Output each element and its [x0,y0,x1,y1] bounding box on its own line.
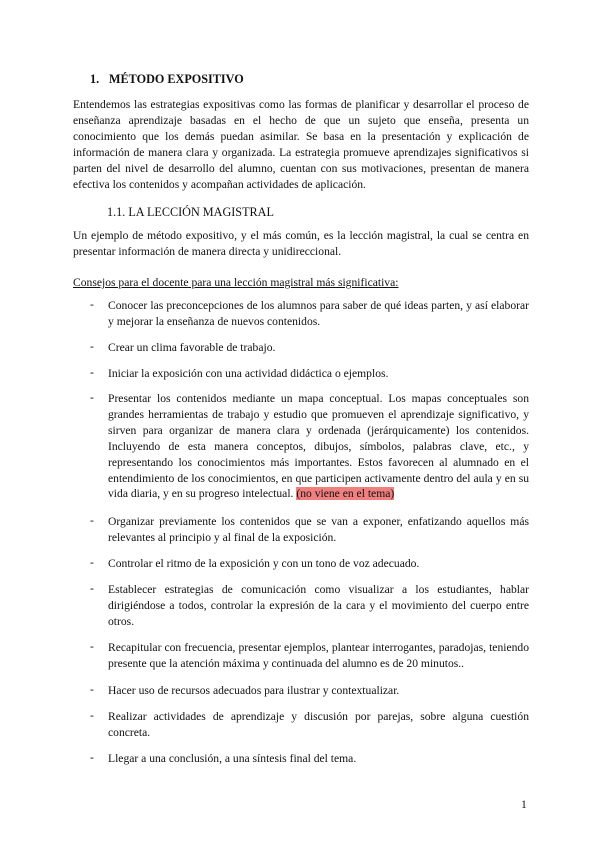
list-item-text: Realizar actividades de aprendizaje y discusión por parejas, sobre alguna cuestión concreta. [108,710,529,739]
bullet-dash: - [90,298,94,311]
list-item-text: Hacer uso de recursos adecuados para ilustrar y contextualizar. [108,684,400,697]
lesson-paragraph: Un ejemplo de método expositivo, y el más común, es la lección magistral, la cual se centra en presentar información de manera directa y unidireccional. [73,229,529,258]
bullet-dash: - [90,582,94,595]
bullet-dash: - [90,514,94,527]
bullet-dash: - [90,391,94,404]
bullet-dash: - [90,751,94,764]
list-item-text: Establecer estrategias de comunicación como visualizar a los estudiantes, hablar dirigiéndose a todos, controlar la expresión de la cara y el movimiento del cuerpo entre otros. [108,583,529,628]
list-item-text: Crear un clima favorable de trabajo. [108,341,276,354]
section-number: 1. [90,72,100,86]
list-item-text: Conocer las preconcepciones de los alumnos para saber de qué ideas parten, y así elaborar y mejorar la enseñanza de nuevos contenidos. [108,299,529,328]
list-item-text: Controlar el ritmo de la exposición y con un tono de voz adecuado. [108,557,420,570]
bullet-dash: - [90,340,94,353]
bullet-dash: - [90,683,94,696]
bullet-dash: - [90,709,94,722]
list-item-text: Iniciar la exposición con una actividad didáctica o ejemplos. [108,367,389,380]
list-item-text [108,391,529,502]
page-number: 1 [521,798,527,811]
consejos-title: Consejos para el docente para una lección magistral más significativa: [73,276,399,289]
bullet-dash: - [90,640,94,653]
subsection-heading: 1.1. LA LECCIÓN MAGISTRAL [107,205,274,219]
list-item-text: Llegar a una conclusión, a una síntesis final del tema. [108,752,357,765]
list-item-text: Recapitular con frecuencia, presentar ejemplos, plantear interrogantes, paradojas, teniendo presente que la atención máxima y continuada del alumno es de 20 minutos.. [108,641,529,670]
intro-paragraph: Entendemos las estrategias expositivas como las formas de planificar y desarrollar el proceso de enseñanza aprendizaje basadas en el hecho de que un sujeto que enseña, presenta un conocimiento que los demás puedan asimilar. Se basa en la presentación y explicación de información de manera clara y organizada. La estrategia promueve aprendizajes significativos si parten del nivel de desarrollo del alumno, cuentan con sus motivaciones, presentan de manera efectiva los contenidos y acompañan actividades de aplicación. [73,98,529,191]
section-title: MÉTODO EXPOSITIVO [109,72,244,86]
bullet-dash: - [90,556,94,569]
section-heading [90,72,244,87]
list-item-text: Organizar previamente los contenidos que se van a exponer, enfatizando aquellos más relevantes al principio y al final de la exposición. [108,515,529,544]
highlight-note: (no viene en el tema) [296,487,395,501]
list-item-body: Presentar los contenidos mediante un mapa conceptual. Los mapas conceptuales son grandes herramientas de trabajo y estudio que promueven el aprendizaje significativo, y sirven para organizar de manera clara y ordenada (jerárquicamente) los contenidos. Incluyendo de esta manera conceptos, dibujos, símbolos, palabras clave, etc., y representando los conocimientos más importantes. Estos favorecen al alumnado en el entendimiento de los conocimientos, en que participen activamente dentro del aula y en su vida diaria, y en su progreso intelectual. [108,392,529,501]
bullet-dash: - [90,366,94,379]
